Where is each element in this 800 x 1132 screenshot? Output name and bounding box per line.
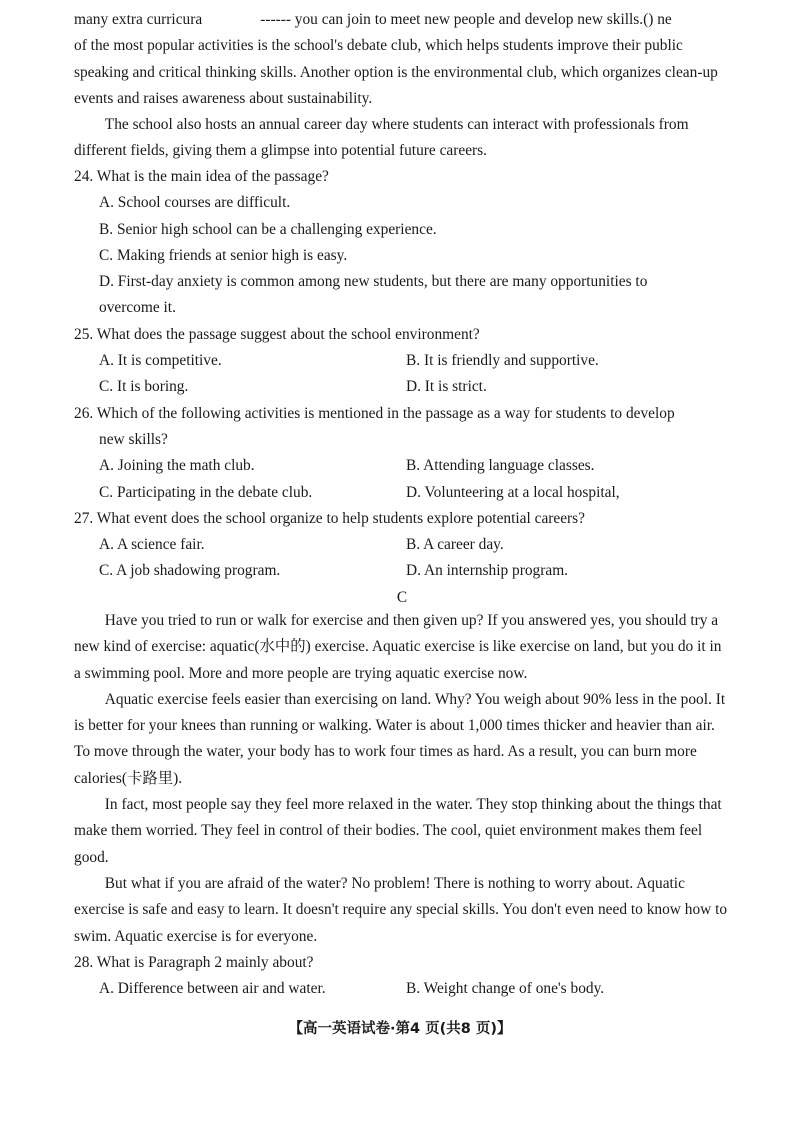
question-26-option-b: B. Attending language classes. [406,457,595,475]
question-28-options-row1 [74,976,730,1002]
question-25-option-a: A. It is competitive. [99,352,222,370]
question-24-option-d: D. First-day anxiety is common among new students, but there are many opportunities to [99,273,648,291]
page-footer: 【高一英语试卷·第4 页(共8 页)】 [288,1021,512,1037]
question-24-option-c: C. Making friends at senior high is easy. [99,246,348,264]
question-24-option-a: A. School courses are difficult. [99,194,291,212]
question-27-stem: 27. What event does the school organize to help students explore potential careers? [74,509,586,527]
question-26-option-c: C. Participating in the debate club. [99,483,313,501]
question-26-options-row1 [74,453,730,479]
question-26-stem: 26. Which of the following activities is mentioned in the passage as a way for students to develop [74,404,675,422]
question-25-options-row1 [74,348,730,374]
section-c-label: C [396,588,408,606]
question-28-option-b: B. Weight change of one's body. [406,980,605,998]
question-25-stem: 25. What does the passage suggest about the school environment? [74,325,480,343]
question-27-options-row2 [74,558,730,584]
question-block-28 [74,950,730,1003]
passage-c-paragraph-4: But what if you are afraid of the water? No problem! There is nothing to worry about. Aquatic exercise is safe and easy to learn. It doesn't require any special skills. You don't even need to know how to swim. Aquatic exercise is for everyone. [74,874,728,945]
passage-b-tail [74,7,730,165]
question-26-options-row2 [74,480,730,506]
question-27-option-a: A. A science fair. [99,536,205,554]
question-27-options-row1 [74,532,730,558]
question-24-stem: 24. What is the main idea of the passage? [74,168,329,185]
question-28-stem: 28. What is Paragraph 2 mainly about? [74,954,314,971]
question-28-option-a: A. Difference between air and water. [99,980,326,998]
question-24-option-b: B. Senior high school can be a challenging experience. [99,220,437,238]
question-25-option-c: C. It is boring. [99,378,189,396]
question-26-option-d: D. Volunteering at a local hospital, [406,483,620,501]
question-25-option-d: D. It is strict. [406,378,487,396]
question-25-option-b: B. It is friendly and supportive. [406,352,599,370]
passage-b-paragraph-1-rest: of the most popular activities is the school's debate club, which helps students improve their public speaking and critical thinking skills. Another option is the environmental club, which organizes clean-up events and raises awareness about sustainability. [74,37,718,107]
passage-c-paragraph-1: Have you tried to run or walk for exercise and then given up? If you answered yes, you should try a new kind of exercise: aquatic(水中的) exercise. Aquatic exercise is like exercise on land, but you do it in a swimming pool. More and more people are trying aquatic exercise now. [74,612,722,682]
question-27-option-d: D. An internship program. [406,562,569,580]
passage-c-paragraph-3: In fact, most people say they feel more relaxed in the water. They stop thinking about the things that make them worried. They feel in control of their bodies. The cool, quiet environment makes them feel good. [74,796,722,866]
question-26-option-a: A. Joining the math club. [99,457,255,475]
passage-c-paragraph-2: Aquatic exercise feels easier than exercising on land. Why? You weigh about 90% less in the pool. It is better for your knees than running or walking. Water is about 1,000 times thicker and heavier than air. To move through the water, your body has to work four times as hard. As a result, you can burn more calories(卡路里). [74,690,726,787]
question-25-options-row2 [74,374,730,400]
passage-b-line1: many extra curricura ------ you can join to meet new people and develop new skills.() ne [74,11,672,28]
question-24-option-d-cont: overcome it. [99,299,176,317]
question-block-24-27 [74,164,730,611]
question-26-stem-cont: new skills? [99,430,168,448]
passage-b-paragraph-2: The school also hosts an annual career day where students can interact with professionals from different fields, giving them a glimpse into potential future careers. [74,116,689,160]
passage-c [74,608,730,950]
question-27-option-b: B. A career day. [406,536,504,554]
question-27-option-c: C. A job shadowing program. [99,562,281,580]
